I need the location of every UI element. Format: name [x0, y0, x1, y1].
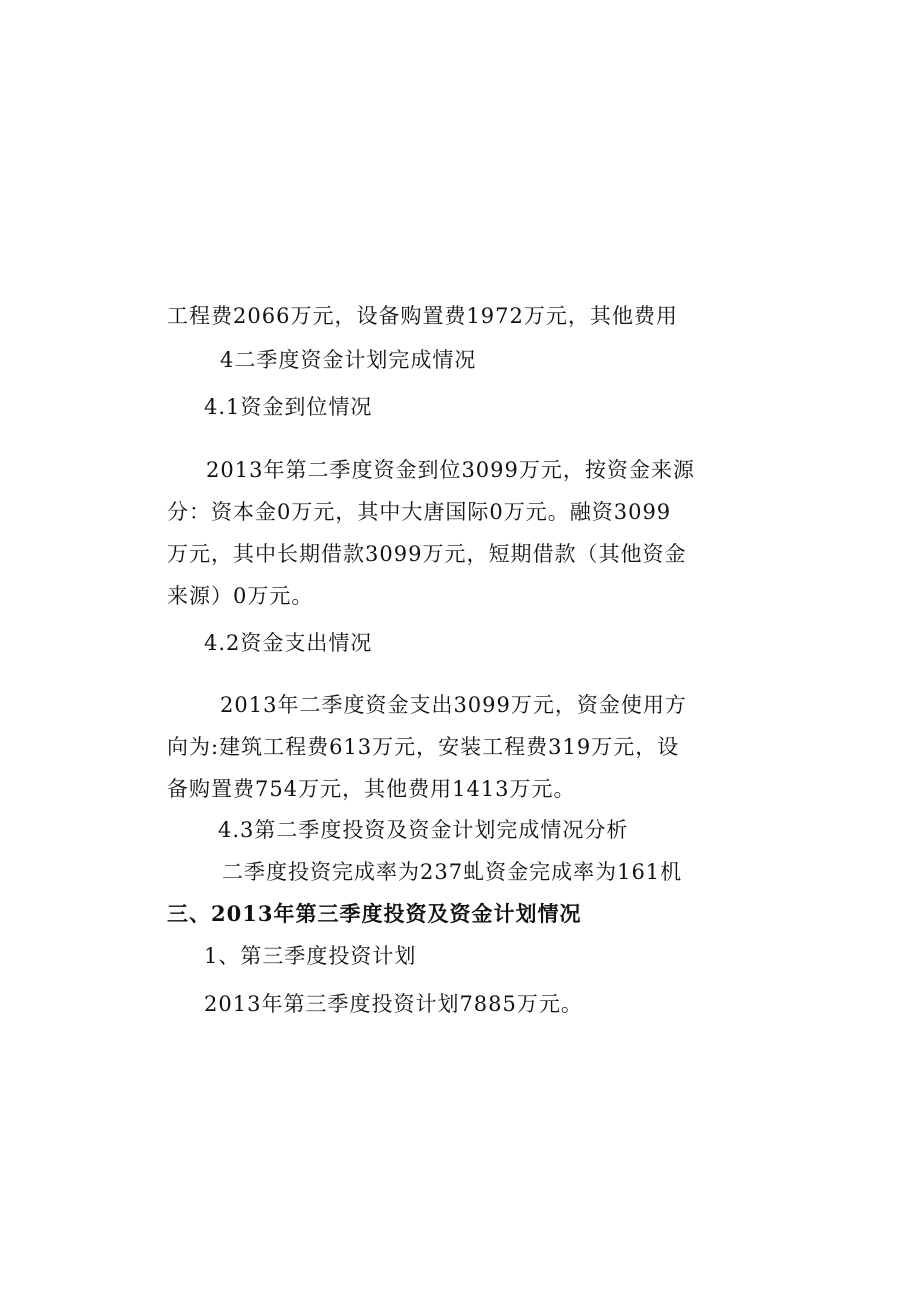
subsection-heading-4-2: 4.2资金支出情况	[204, 631, 373, 655]
paragraph-line-funding-1: 2013年第二季度资金到位3099万元，按资金来源	[206, 458, 695, 482]
section-heading-q2-funding-plan: 4二季度资金计划完成情况	[220, 348, 477, 372]
paragraph-line-funding-2: 分：资本金0万元，其中大唐国际0万元。融资3099	[167, 500, 672, 524]
paragraph-line-cost-breakdown: 工程费2066万元，设备购置费1972万元，其他费用	[167, 304, 678, 328]
paragraph-line-completion-rate: 二季度投资完成率为237虬资金完成率为161机	[222, 860, 683, 884]
subsection-heading-q3-investment: 1、第三季度投资计划	[204, 944, 417, 968]
section-heading-q3-plan: 三、2013年第三季度投资及资金计划情况	[167, 901, 582, 926]
paragraph-line-funding-3: 万元，其中长期借款3099万元，短期借款（其他资金	[167, 542, 687, 566]
paragraph-line-funding-4: 来源）0万元。	[167, 584, 314, 608]
subsection-heading-4-1: 4.1资金到位情况	[204, 395, 373, 419]
paragraph-line-q3-investment: 2013年第三季度投资计划7885万元。	[204, 992, 583, 1016]
subsection-heading-4-3: 4.3第二季度投资及资金计划完成情况分析	[218, 818, 629, 842]
paragraph-line-expense-1: 2013年二季度资金支出3099万元，资金使用方	[220, 693, 687, 717]
paragraph-line-expense-3: 备购置费754万元，其他费用1413万元。	[167, 777, 576, 801]
paragraph-line-expense-2: 向为:建筑工程费613万元，安装工程费319万元，设	[167, 735, 680, 759]
